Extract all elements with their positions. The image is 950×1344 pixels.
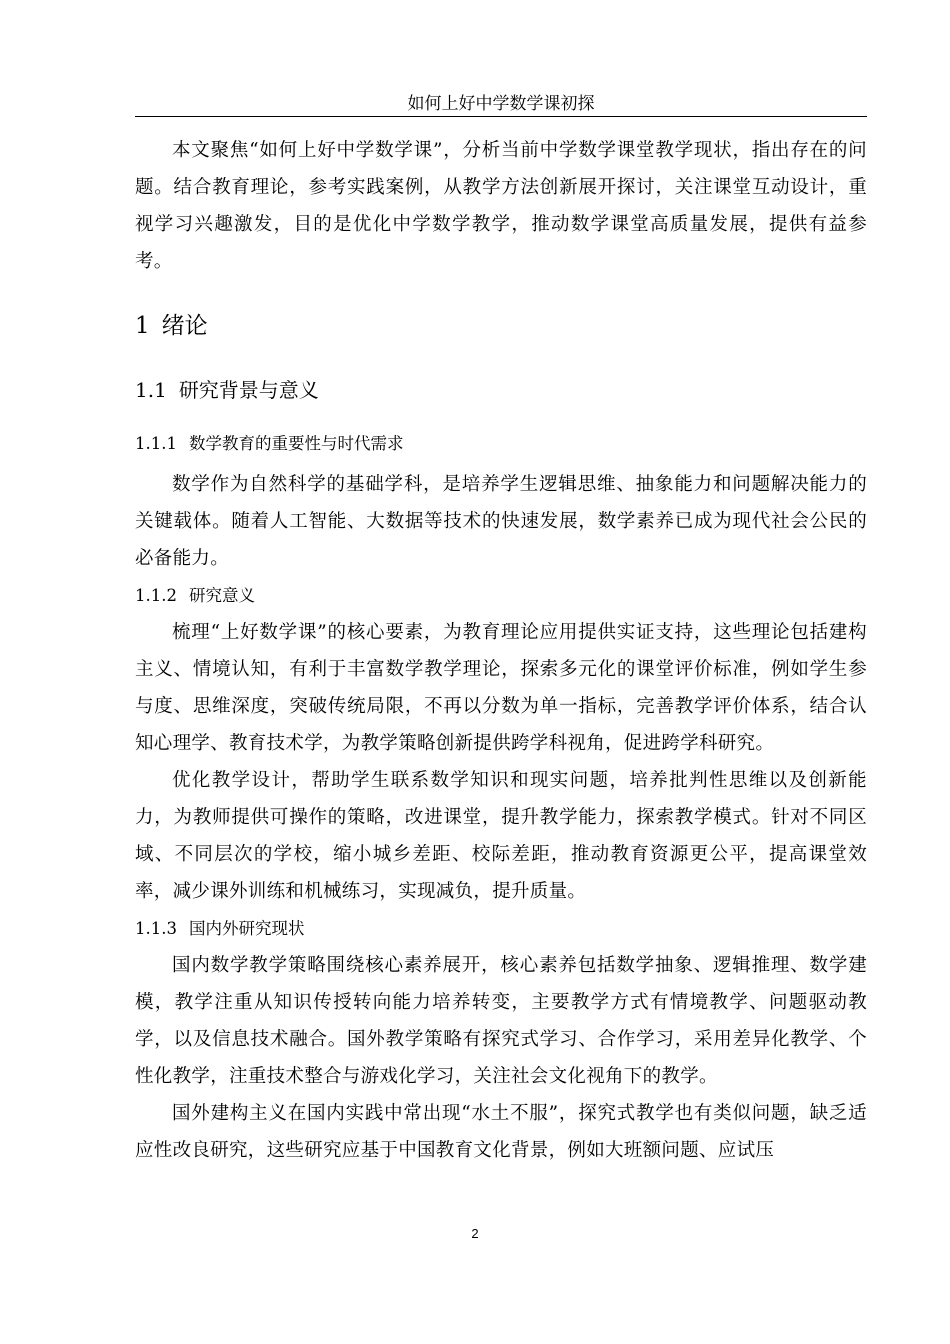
subsection-number: 1.1.1 <box>135 434 177 453</box>
subsection-heading-1-1-1 <box>135 422 867 466</box>
page-number: 2 <box>471 1226 479 1241</box>
section-heading-1-1 <box>135 358 867 422</box>
paragraph: 梳理“上好数学课”的核心要素，为教育理论应用提供实证支持，这些理论包括建构主义、情境认知，有利于丰富数学教学理论，探索多元化的课堂评价标准，例如学生参与度、思维深度，突破传统局限，不再以分数为单一指标，完善教学评价体系，结合认知心理学、教育技术学，为教学策略创新提供跨学科视角，促进跨学科研究。 <box>135 622 867 754</box>
section-number: 1.1 <box>135 378 167 402</box>
subsection-heading-1-1-2 <box>135 577 867 614</box>
paragraph: 数学作为自然科学的基础学科，是培养学生逻辑思维、抽象能力和问题解决能力的关键载体。随着人工智能、大数据等技术的快速发展，数学素养已成为现代社会公民的必备能力。 <box>135 474 867 569</box>
subsection-heading-1-1-3 <box>135 910 867 947</box>
abstract-paragraph: 本文聚焦“如何上好中学数学课”，分析当前中学数学课堂教学现状，指出存在的问题。结合教育理论，参考实践案例，从教学方法创新展开探讨，关注课堂互动设计，重视学习兴趣激发，目的是优化中学数学教学，推动数学课堂高质量发展，提供有益参考。 <box>135 140 867 272</box>
subsection-title: 数学教育的重要性与时代需求 <box>188 434 404 453</box>
section-title: 研究背景与意义 <box>178 378 319 402</box>
chapter-title: 绪论 <box>161 313 208 339</box>
subsection-number: 1.1.2 <box>135 586 177 605</box>
subsection-number: 1.1.3 <box>135 919 177 938</box>
body-text <box>135 132 867 1169</box>
header-rule <box>135 116 867 117</box>
chapter-number: 1 <box>135 313 150 339</box>
subsection-title: 国内外研究现状 <box>188 919 305 938</box>
chapter-heading <box>135 294 867 358</box>
running-header: 如何上好中学数学课初探 <box>407 94 595 114</box>
paragraph: 优化教学设计，帮助学生联系数学知识和现实问题，培养批判性思维以及创新能力，为教师提供可操作的策略，改进课堂，提升教学能力，探索教学模式。针对不同区域、不同层次的学校，缩小城乡差距、校际差距，推动教育资源更公平，提高课堂效率，减少课外训练和机械练习，实现减负，提升质量。 <box>135 770 867 902</box>
subsection-title: 研究意义 <box>188 586 255 605</box>
paragraph: 国内数学教学策略围绕核心素养展开，核心素养包括数学抽象、逻辑推理、数学建模，教学注重从知识传授转向能力培养转变，主要教学方式有情境教学、问题驱动教学，以及信息技术融合。国外教学策略有探究式学习、合作学习，采用差异化教学、个性化教学，注重技术整合与游戏化学习，关注社会文化视角下的教学。 <box>135 955 867 1087</box>
paragraph: 国外建构主义在国内实践中常出现“水土不服”，探究式教学也有类似问题，缺乏适应性改良研究，这些研究应基于中国教育文化背景，例如大班额问题、应试压 <box>135 1103 867 1161</box>
